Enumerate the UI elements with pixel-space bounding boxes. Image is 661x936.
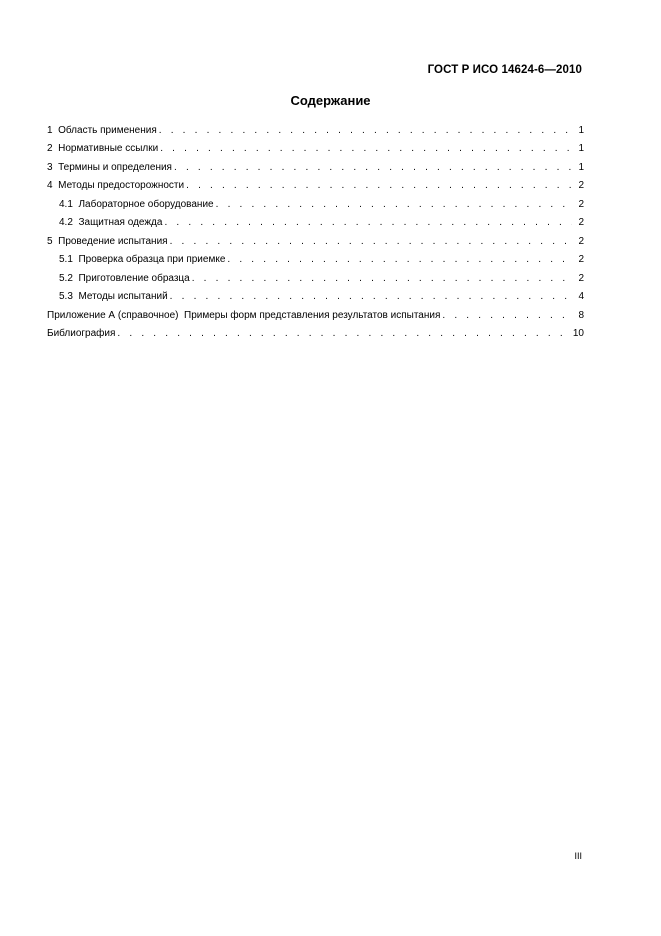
- toc-entry-number: 2: [47, 143, 53, 154]
- toc-entry-number: 5: [47, 235, 53, 247]
- toc-entry-label: Область применения: [58, 124, 157, 136]
- toc-entry-page: 2: [578, 254, 584, 265]
- page-number: III: [574, 851, 582, 861]
- toc-entry-label: Методы испытаний: [78, 291, 168, 302]
- toc-dot-leader: [117, 328, 568, 340]
- toc-entry-number: 4.2: [59, 217, 73, 228]
- document-standard-id: ГОСТ Р ИСО 14624-6—2010: [427, 64, 582, 76]
- toc-entry-number: 4: [47, 180, 53, 191]
- toc-entry-label: Проведение испытания: [58, 235, 168, 247]
- toc-entry-label: Нормативные ссылки: [58, 143, 159, 154]
- toc-entry-label: Приготовление образца: [78, 272, 190, 284]
- toc-dot-leader: [164, 217, 572, 229]
- toc-title: Содержание: [290, 93, 371, 108]
- toc-entry-label: Методы предосторожности: [58, 180, 185, 191]
- toc-dot-leader: [442, 310, 572, 322]
- table-of-contents: [47, 118, 584, 340]
- toc-entry-label: Защитная одежда: [78, 217, 163, 228]
- toc-entry-page: 4: [578, 291, 584, 302]
- toc-dot-leader: [160, 143, 572, 155]
- toc-entry-number: 1: [47, 124, 53, 136]
- toc-entry-label: Библиография: [47, 328, 116, 339]
- toc-entry-page: 2: [578, 180, 584, 191]
- toc-dot-leader: [186, 180, 572, 192]
- toc-entry-page: 1: [578, 124, 584, 136]
- toc-dot-leader: [192, 273, 572, 285]
- toc-entry-bibliography[interactable]: [47, 322, 584, 341]
- toc-entry-number: 5.2: [59, 272, 73, 284]
- toc-entry-label: Проверка образца при приемке: [78, 254, 226, 265]
- toc-entry-number: 3: [47, 161, 53, 173]
- toc-entry[interactable]: [47, 211, 584, 230]
- toc-entry[interactable]: [47, 248, 584, 267]
- toc-entry-page: 2: [578, 235, 584, 247]
- toc-entry-page: 2: [578, 198, 584, 210]
- toc-entry-page: 8: [578, 309, 584, 321]
- toc-entry-page: 10: [572, 328, 584, 339]
- toc-dot-leader: [174, 162, 572, 174]
- toc-entry[interactable]: [47, 266, 584, 285]
- toc-entry[interactable]: [47, 192, 584, 211]
- toc-entry[interactable]: [47, 174, 584, 193]
- toc-entry[interactable]: [47, 137, 584, 156]
- toc-entry[interactable]: [47, 285, 584, 304]
- toc-entry-number: 5.3: [59, 291, 73, 302]
- toc-entry-page: 1: [578, 143, 584, 154]
- toc-entry-page: 2: [578, 272, 584, 284]
- toc-entry-label: Приложение А (справочное) Примеры форм представления результатов испытания: [47, 309, 441, 321]
- toc-dot-leader: [170, 236, 572, 248]
- toc-entry[interactable]: [47, 155, 584, 174]
- toc-entry-appendix[interactable]: [47, 303, 584, 322]
- toc-entry-page: 2: [578, 217, 584, 228]
- toc-dot-leader: [170, 291, 572, 303]
- toc-dot-leader: [216, 199, 572, 211]
- toc-entry-number: 5.1: [59, 254, 73, 265]
- toc-entry-label: Лабораторное оборудование: [78, 198, 214, 210]
- toc-entry-label: Термины и определения: [58, 161, 172, 173]
- toc-entry-page: 1: [578, 161, 584, 173]
- toc-entry-number: 4.1: [59, 198, 73, 210]
- toc-entry[interactable]: [47, 229, 584, 248]
- toc-entry[interactable]: [47, 118, 584, 137]
- toc-dot-leader: [227, 254, 572, 266]
- toc-dot-leader: [159, 125, 572, 137]
